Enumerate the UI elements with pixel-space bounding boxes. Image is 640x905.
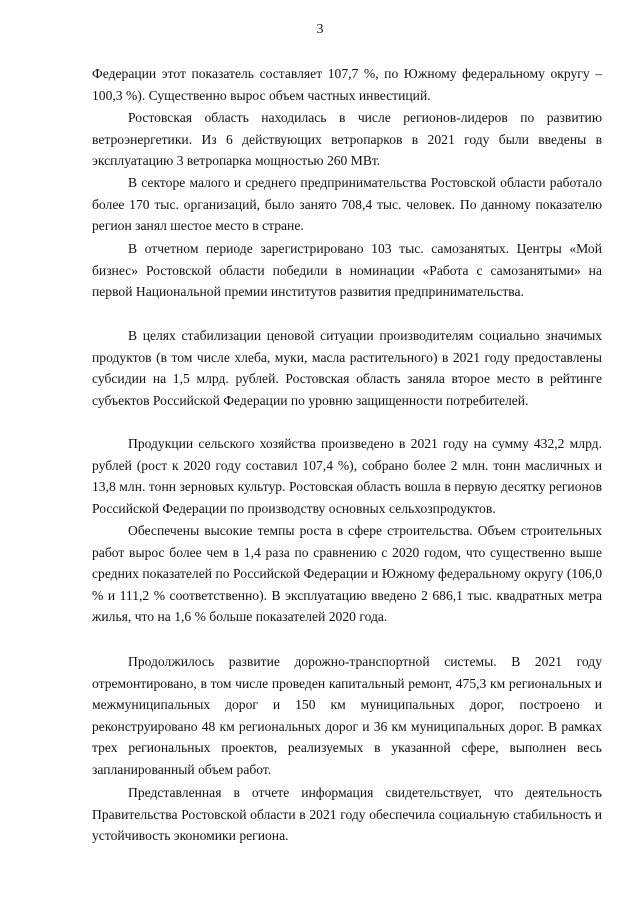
paragraph-investment-continued: Федерации этот показатель составляет 107,7 %, по Южному федеральному округу – 100,3 %). Существенно вырос объем частных инвестиций.: [92, 66, 602, 103]
paragraph-price-stabilization: В целях стабилизации ценовой ситуации производителям социально значимых продуктов (в том числе хлеба, муки, масла растительного) в 2021 году предоставлены субсидии на 1,5 млрд. рублей. Ростовская область заняла второе место в рейтинге субъектов Российской Федерации по уровню защищенности потребителей.: [92, 328, 602, 408]
paragraph-small-business: В секторе малого и среднего предпринимательства Ростовской области работало более 170 тыс. организаций, было занято 708,4 тыс. человек. По данному показателю регион занял шестое место в стране.: [92, 175, 602, 234]
paragraph-conclusion: Представленная в отчете информация свидетельствует, что деятельность Правительства Ростовской области в 2021 году обеспечила социальную стабильность и устойчивость экономики региона.: [92, 785, 602, 844]
paragraph-agriculture: Продукции сельского хозяйства произведено в 2021 году на сумму 432,2 млрд. рублей (рост к 2020 году составил 107,4 %), собрано более 2 млн. тонн масличных и 13,8 млн. тонн зерновых культур. Ростовская область вошла в первую десятку регионов Российской Федерации по производству основных сельхозпродуктов.: [92, 436, 602, 516]
paragraph-wind-energy: Ростовская область находилась в числе регионов-лидеров по развитию ветроэнергетики. Из 6 действующих ветропарков в 2021 году были введены в эксплуатацию 3 ветропарка мощностью 260 МВт.: [92, 110, 602, 169]
paragraph-self-employed: В отчетном периоде зарегистрировано 103 тыс. самозанятых. Центры «Мой бизнес» Ростовской области победили в номинации «Работа с самозанятыми» на первой Национальной премии институтов развития предпринимательства.: [92, 241, 602, 300]
paragraph-road-transport: Продолжилось развитие дорожно-транспортной системы. В 2021 году отремонтировано, в том числе проведен капитальный ремонт, 475,3 км региональных и межмуниципальных дорог и 150 км муниципальных дорог, построено и реконструировано 48 км региональных дорог и 36 км муниципальных дорог. В рамках трех региональных проектов, реализуемых в указанной сфере, выполнен весь запланированный объем работ.: [92, 654, 602, 777]
page-number: 3: [316, 22, 324, 37]
paragraph-construction: Обеспечены высокие темпы роста в сфере строительства. Объем строительных работ вырос более чем в 1,4 раза по сравнению с 2020 годом, что существенно выше средних показателей по Российской Федерации и Южному федеральному округу (106,0 % и 111,2 % соответственно). В эксплуатацию введено 2 686,1 тыс. квадратных метра жилья, что на 1,6 % больше показателей 2020 года.: [92, 523, 602, 625]
